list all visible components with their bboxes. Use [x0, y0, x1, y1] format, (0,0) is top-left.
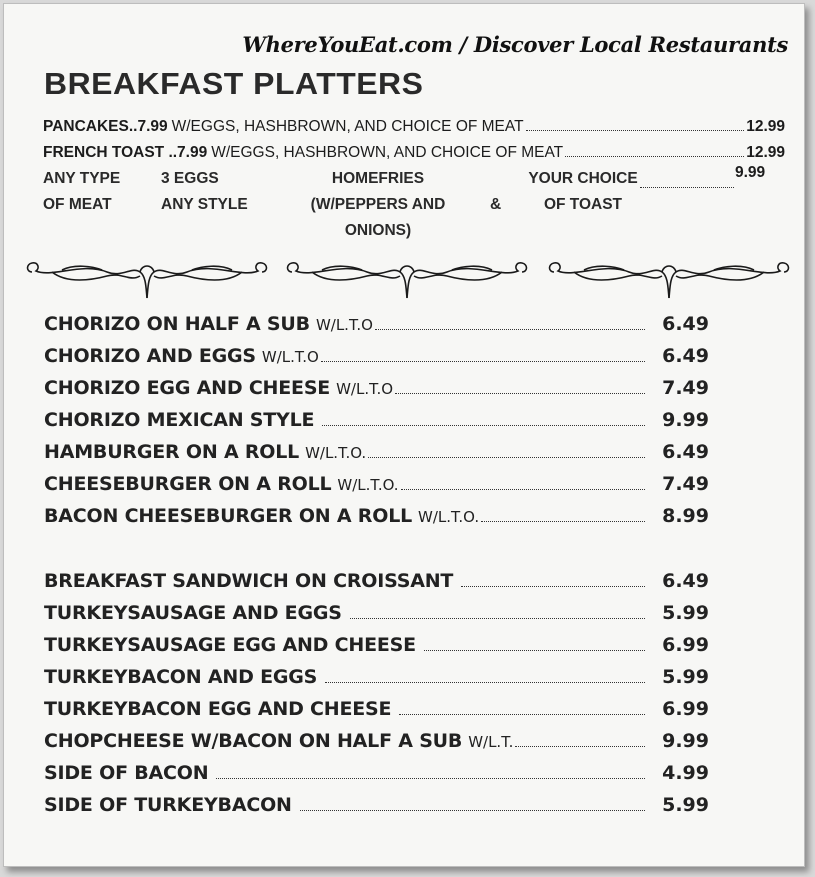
choice-eggs-line: ANY STYLE — [161, 196, 248, 213]
item-name: CHORIZO AND EGGS — [44, 345, 256, 367]
flourish-ornament — [22, 254, 272, 300]
platter-name: FRENCH TOAST ..7.99 — [43, 144, 208, 161]
choice-eggs-line: 3 EGGS — [161, 170, 219, 187]
item-price: 6.49 — [662, 441, 709, 463]
item-name: CHOPCHEESE W/BACON ON HALF A SUB — [44, 730, 463, 752]
item-name: HAMBURGER ON A ROLL — [44, 441, 300, 463]
item-name: SIDE OF TURKEYBACON — [44, 794, 292, 816]
menu-item — [44, 698, 709, 720]
platter-name: PANCAKES..7.99 — [43, 118, 168, 135]
dot-leader — [461, 586, 645, 587]
item-name: BACON CHEESEBURGER ON A ROLL — [44, 505, 413, 527]
section-title: BREAKFAST PLATTERS — [44, 66, 424, 101]
item-note: W/L.T. — [468, 733, 514, 751]
platter-price: 12.99 — [746, 118, 785, 135]
item-note: W/L.T.O — [336, 380, 394, 398]
dot-leader — [375, 329, 645, 330]
menu-item — [44, 505, 709, 527]
item-note: W/L.T.O — [315, 316, 373, 334]
item-name: CHORIZO ON HALF A SUB — [44, 313, 310, 335]
choice-homefries-line: (W/PEPPERS AND — [310, 196, 446, 213]
dot-leader — [424, 650, 645, 651]
choice-price: 9.99 — [735, 164, 766, 181]
menu-item — [44, 377, 709, 399]
item-price: 4.99 — [662, 762, 709, 784]
watermark-text: WhereYouEat.com / Discover Local Restaurants — [242, 32, 788, 57]
item-note: W/L.T.O. — [337, 476, 399, 494]
dot-leader — [368, 457, 645, 458]
item-name: CHORIZO EGG AND CHEESE — [44, 377, 331, 399]
item-price: 5.99 — [662, 794, 709, 816]
menu-item — [44, 409, 709, 431]
item-name: SIDE OF BACON — [44, 762, 209, 784]
dot-leader — [325, 682, 645, 683]
choice-meat-line: ANY TYPE — [43, 170, 121, 187]
choice-homefries — [297, 166, 459, 244]
choice-ampersand: & — [490, 196, 502, 213]
choice-eggs — [161, 166, 248, 218]
menu-item — [44, 762, 709, 784]
flourish-ornament — [544, 254, 794, 300]
menu-item — [44, 473, 709, 495]
menu-item — [44, 634, 709, 656]
menu-item — [44, 794, 709, 816]
platter-row — [43, 144, 785, 162]
dot-leader — [640, 187, 734, 188]
item-price: 6.49 — [662, 313, 709, 335]
item-price: 5.99 — [662, 666, 709, 688]
dot-leader — [395, 393, 645, 394]
item-name: TURKEYBACON AND EGGS — [44, 666, 318, 688]
menu-sheet — [3, 3, 805, 867]
item-price: 6.99 — [662, 698, 709, 720]
menu-item — [44, 570, 709, 592]
menu-item — [44, 345, 709, 367]
item-note: W/L.T.O — [261, 348, 319, 366]
item-price: 7.49 — [662, 473, 709, 495]
item-price: 5.99 — [662, 602, 709, 624]
dot-leader — [401, 489, 645, 490]
item-price: 8.99 — [662, 505, 709, 527]
menu-item — [44, 666, 709, 688]
flourish-ornament — [282, 254, 532, 300]
item-name: CHORIZO MEXICAN STYLE — [44, 409, 315, 431]
dot-leader — [350, 618, 645, 619]
choice-toast-line: YOUR CHOICE — [528, 170, 638, 187]
platter-desc: W/EGGS, HASHBROWN, AND CHOICE OF MEAT — [171, 118, 524, 135]
choice-toast — [525, 166, 641, 218]
choice-meat — [43, 166, 120, 218]
platter-row — [43, 118, 785, 136]
platter-desc: W/EGGS, HASHBROWN, AND CHOICE OF MEAT — [211, 144, 564, 161]
item-note: W/L.T.O. — [305, 444, 367, 462]
item-price: 7.49 — [662, 377, 709, 399]
choice-homefries-line: ONIONS) — [344, 222, 412, 239]
choice-homefries-line: HOMEFRIES — [331, 170, 425, 187]
choice-meat-line: OF MEAT — [43, 196, 112, 213]
item-name: TURKEYBACON EGG AND CHEESE — [44, 698, 392, 720]
dot-leader — [481, 521, 645, 522]
platter-price: 12.99 — [746, 144, 785, 161]
item-name: CHEESEBURGER ON A ROLL — [44, 473, 332, 495]
item-price: 6.49 — [662, 570, 709, 592]
item-price: 9.99 — [662, 409, 709, 431]
dot-leader — [399, 714, 645, 715]
dot-leader — [216, 778, 645, 779]
menu-item — [44, 441, 709, 463]
dot-leader — [526, 130, 745, 131]
menu-item — [44, 730, 709, 752]
dot-leader — [515, 746, 645, 747]
menu-item — [44, 313, 709, 335]
item-name: TURKEYSAUSAGE AND EGGS — [44, 602, 342, 624]
item-price: 9.99 — [662, 730, 709, 752]
choice-toast-line: OF TOAST — [543, 196, 623, 213]
item-name: TURKEYSAUSAGE EGG AND CHEESE — [44, 634, 416, 656]
dot-leader — [300, 810, 645, 811]
menu-item — [44, 602, 709, 624]
item-price: 6.99 — [662, 634, 709, 656]
dot-leader — [322, 425, 645, 426]
dot-leader — [565, 156, 744, 157]
item-price: 6.49 — [662, 345, 709, 367]
item-note: W/L.T.O. — [418, 508, 480, 526]
dot-leader — [321, 361, 645, 362]
item-name: BREAKFAST SANDWICH ON CROISSANT — [44, 570, 454, 592]
